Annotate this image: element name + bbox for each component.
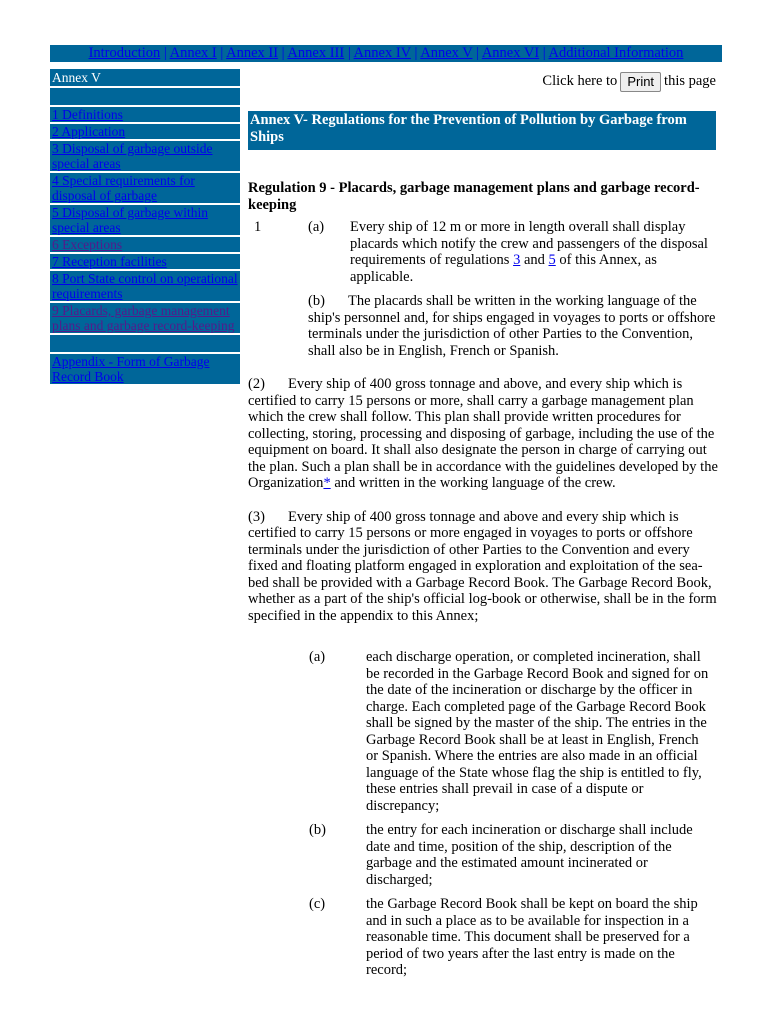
sidebar-item-special-requirements xyxy=(50,173,240,203)
text-run: of this Annex, as applicable. xyxy=(350,252,657,285)
nav-annex-1[interactable]: Annex I xyxy=(169,45,217,61)
paragraph-3a xyxy=(248,649,718,814)
nav-separator: | xyxy=(542,45,546,61)
nav-separator: | xyxy=(220,45,224,61)
regulation-title: Regulation 9 - Placards, garbage management plans and garbage record-keeping xyxy=(248,180,700,213)
nav-annex-3[interactable]: Annex III xyxy=(287,45,345,61)
sidebar-item-appendix xyxy=(50,354,240,384)
sidebar xyxy=(50,69,240,386)
nav-separator: | xyxy=(347,45,351,61)
regulation-5-link[interactable]: 5 xyxy=(548,252,556,268)
sidebar-item-application xyxy=(50,124,240,139)
nav-separator: | xyxy=(476,45,479,61)
top-navigation xyxy=(50,45,722,62)
nav-annex-4[interactable]: Annex IV xyxy=(353,45,411,61)
text-run: Every ship of 400 gross tonnage and above and every ship which is certified to carry 15 persons or more engaged in voyages to ports or offshore terminals under the jurisdiction of other Parties to the Convention and every fixed and floating platform engaged in exploration and exploitation of the sea-bed shall be provided with a Garbage Record Book. The Garbage Record Book, whether as a part of the ship's official log-book or otherwise, shall be in the form specified in the appendix to this Annex; xyxy=(248,508,717,624)
text-run: Every ship of 400 gross tonnage and above, and every ship which is certified to carry 15 persons or more, shall carry a garbage management plan which the crew shall follow. This plan shall provide written procedures for collecting, storing, processing and disposing of garbage, including the use of the equipment on board. It shall also designate the person in charge of carrying out the plan. Such a plan shall be in accordance with the guidelines developed by the Organization xyxy=(248,376,718,491)
paragraph-3c xyxy=(248,896,718,979)
nav-annex-6[interactable]: Annex VI xyxy=(481,45,540,61)
sidebar-spacer xyxy=(50,88,240,105)
sidebar-item-exceptions xyxy=(50,237,240,252)
sidebar-link[interactable]: 4 Special requirements for disposal of garbage xyxy=(52,173,195,203)
paragraph-text xyxy=(350,219,718,285)
regulation-3-link[interactable]: 3 xyxy=(513,252,521,268)
paragraph-1a xyxy=(248,219,718,285)
paragraph-1b xyxy=(248,293,718,359)
sidebar-link[interactable]: 8 Port State control on operational requirements xyxy=(52,271,238,301)
text-run: Every ship of 12 m or more in length overall shall display placards which notify the crew and passengers of the disposal requirements of regulations xyxy=(350,219,708,268)
nav-introduction[interactable]: Introduction xyxy=(88,45,161,61)
print-button[interactable]: Print xyxy=(620,72,661,92)
paragraph-label: (3) xyxy=(248,508,265,525)
paragraph-text xyxy=(308,293,718,359)
nav-annex-5[interactable]: Annex V xyxy=(420,45,473,61)
sidebar-link[interactable]: 1 Definitions xyxy=(52,107,123,122)
paragraph-label: (b) xyxy=(308,293,325,309)
paragraph-label: (c) xyxy=(309,896,326,912)
sidebar-item-reception-facilities xyxy=(50,254,240,269)
print-row xyxy=(248,71,716,92)
print-suffix: this page xyxy=(664,73,716,89)
sidebar-link[interactable]: 9 Placards, garbage management plans and garbage record-keeping xyxy=(52,303,235,333)
sidebar-item-disposal-within xyxy=(50,205,240,235)
paragraph-label: (a) xyxy=(309,649,326,665)
paragraph-number: 1 xyxy=(254,219,262,235)
paragraph-label: (2) xyxy=(248,376,265,392)
paragraph-label: (a) xyxy=(308,219,325,235)
sidebar-link[interactable]: Appendix - Form of Garbage Record Book xyxy=(52,354,210,384)
sidebar-link[interactable]: 2 Application xyxy=(52,124,126,139)
paragraph-text: each discharge operation, or completed incineration, shall be recorded in the Garbage Record Book and signed for on the date of the incineration or discharge by the officer in charge. Each completed page of the Garbage Record Book shall be signed by the master of the ship. The entries in the Garbage Record Book shall be at least in English, French or Spanish. Where the entries are also made in an official language of the State whose flag the ship is entitled to fly, these entries shall prevail in case of a dispute or discrepancy; xyxy=(366,649,709,814)
text-run: The placards shall be written in the working language of the ship's personnel and, for ships engaged in voyages to ports or offshore terminals under the jurisdiction of other Parties to the Convention, shall also be in English, French or Spanish. xyxy=(308,293,716,359)
sidebar-item-definitions xyxy=(50,107,240,122)
sidebar-item-placards xyxy=(50,303,240,333)
annex-header: Annex V- Regulations for the Prevention of Pollution by Garbage from Ships xyxy=(248,111,716,150)
nav-annex-2[interactable]: Annex II xyxy=(226,45,279,61)
paragraph-text: the Garbage Record Book shall be kept on board the ship and in such a place as to be available for inspection in a reasonable time. This document shall be preserved for a period of two years after the last entry is made on the record; xyxy=(366,896,698,978)
print-prefix: Click here to xyxy=(542,73,618,89)
sidebar-link[interactable]: 5 Disposal of garbage within special areas xyxy=(52,205,208,235)
guidelines-footnote-link[interactable]: * xyxy=(323,475,331,491)
nav-additional-information[interactable]: Additional Information xyxy=(548,45,684,61)
sidebar-title: Annex V xyxy=(50,69,240,86)
nav-separator: | xyxy=(281,45,285,61)
paragraph-2 xyxy=(248,376,718,492)
text-run: and written in the working language of the crew. xyxy=(330,475,616,491)
nav-separator: | xyxy=(414,45,418,61)
paragraph-3 xyxy=(248,509,718,625)
paragraph-text: the entry for each incineration or discharge shall include date and time, position of the ship, description of the garbage and the estimated amount incinerated or discharged; xyxy=(366,822,693,888)
sidebar-link[interactable]: 6 Exceptions xyxy=(52,237,123,252)
sidebar-item-disposal-outside xyxy=(50,141,240,171)
sidebar-link[interactable]: 7 Reception facilities xyxy=(52,254,167,269)
nav-separator: | xyxy=(163,45,167,61)
sidebar-spacer xyxy=(50,335,240,352)
text-run: and xyxy=(520,252,549,268)
paragraph-3b xyxy=(248,822,718,888)
regulation-content xyxy=(248,180,718,979)
paragraph-label: (b) xyxy=(309,822,326,838)
sidebar-item-port-state-control xyxy=(50,271,240,301)
sidebar-link[interactable]: 3 Disposal of garbage outside special areas xyxy=(52,141,213,171)
